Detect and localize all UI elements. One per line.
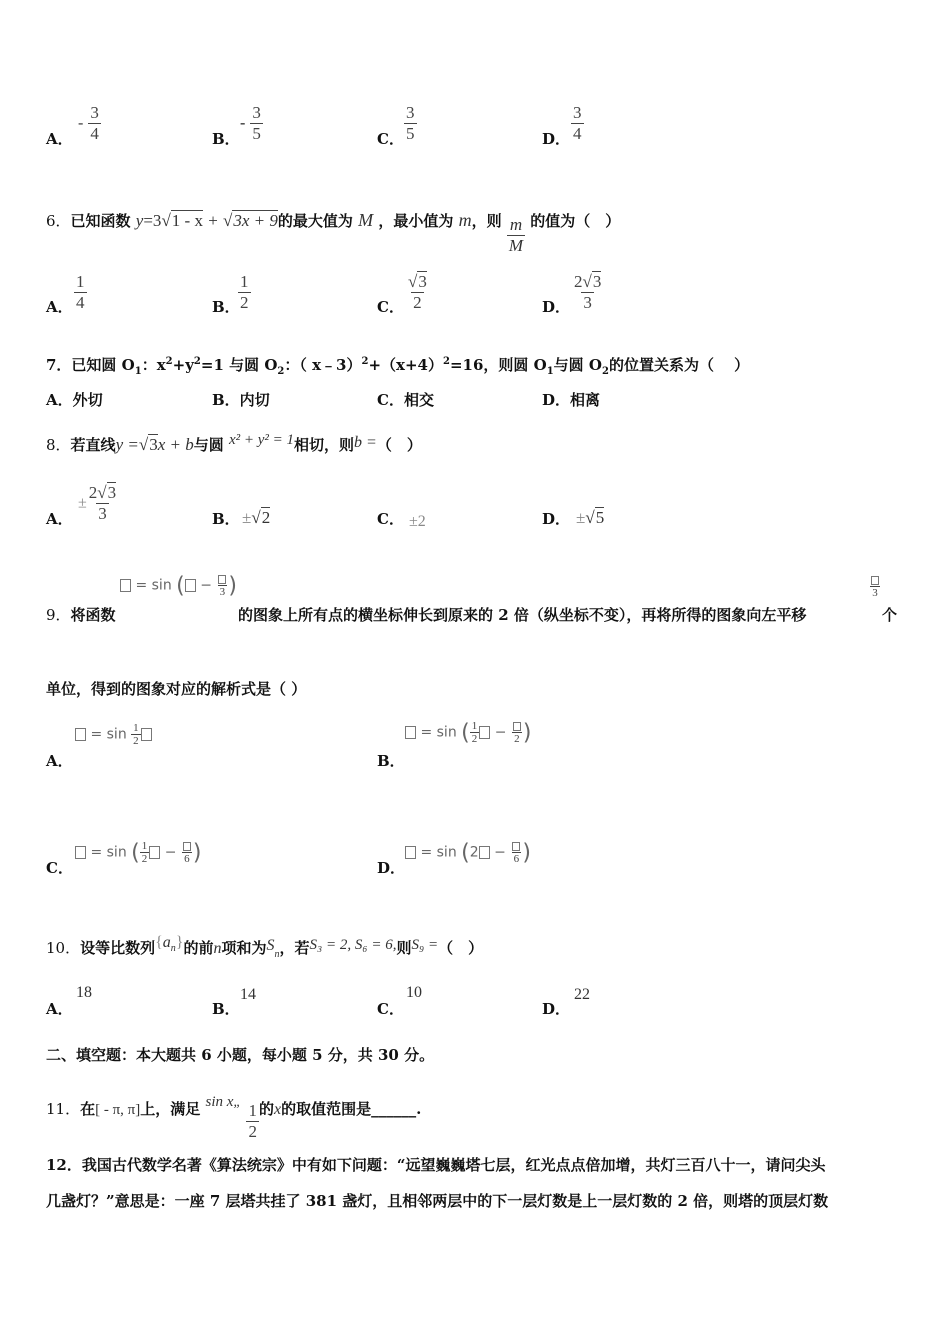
q9-option-d-label: D．	[377, 859, 406, 877]
q5-option-a-label: A．	[46, 130, 73, 148]
q11-x: x	[273, 1101, 282, 1118]
question-7-stem	[46, 354, 749, 377]
q11-half-n: 1	[248, 1101, 257, 1120]
q7-sup-c: 2	[361, 356, 369, 367]
question-12-line-1: 12．我国古代数学名著《算法统宗》中有如下问题：“远望巍巍塔七层，红光点点倍加增，共灯三百八十一，请问尖头	[46, 1156, 826, 1174]
q6-d-rad: 3	[592, 272, 602, 291]
q5-option-c-value	[404, 103, 417, 144]
q6-text-4: ，则	[471, 212, 502, 230]
q8-line-a: y =	[115, 435, 139, 454]
q9-b-den: 2	[514, 733, 520, 745]
q9-func-sin: = sin	[135, 577, 172, 594]
q5-option-b-value	[240, 103, 263, 144]
q7-t-f: +（x+4）	[368, 356, 443, 374]
q11-sinx: sin x	[205, 1094, 234, 1110]
q9-b-sin: = sin	[420, 724, 457, 741]
q9-c-minus: −	[164, 844, 177, 861]
q9-c-den: 6	[184, 853, 190, 865]
q6-c-rad: 3	[418, 272, 427, 291]
q6-rad2: 3x + 9	[233, 211, 278, 230]
q6-option-c-value: $\frac{√3}{2}$	[408, 272, 427, 312]
q9-a-half-d: 2	[133, 735, 139, 747]
q6-text-2: 的最大值为	[277, 212, 353, 230]
q6-M: M	[358, 210, 374, 230]
q10-seq: a	[162, 934, 171, 951]
q6-y: y	[135, 211, 144, 230]
question-9-stem	[46, 604, 116, 625]
placeholder-glyph-icon	[149, 846, 160, 859]
q8-b-rad: 2	[261, 508, 271, 527]
q6-text-5: 的值为（ ）	[530, 212, 621, 230]
placeholder-glyph-icon	[479, 726, 490, 739]
q8-option-d-value: ±√5	[576, 508, 605, 527]
q6-d-coef: 2	[574, 272, 583, 291]
q9-a-half-n: 1	[133, 722, 139, 734]
q6-b-den: 2	[240, 293, 249, 312]
q10-text-2: 的前	[183, 939, 214, 957]
q9-stem-line-2: 单位，得到的图象对应的解析式是（ ）	[46, 680, 307, 698]
placeholder-glyph-icon	[405, 846, 416, 859]
q8-a-den: 3	[98, 504, 107, 523]
q7-t-a: 7．已知圆 O	[46, 356, 135, 374]
placeholder-glyph-icon	[512, 842, 520, 851]
q10-option-d-value: 22	[574, 986, 590, 1003]
q9-option-b-value: = sin ( $\frac{1}{2}$ − 2 )	[405, 720, 531, 746]
q5-d-den: 4	[573, 124, 582, 143]
q8-option-a-label: A．	[46, 510, 73, 528]
section-2-heading: 二、填空题：本大题共 6 小题，每小题 5 分，共 30 分。	[46, 1046, 435, 1064]
placeholder-glyph-icon	[120, 579, 131, 592]
q5-a-num: 3	[90, 103, 99, 122]
q6-option-b-value	[238, 272, 251, 313]
q5-a-den: 4	[90, 124, 99, 143]
q6-number: 6．	[46, 212, 71, 230]
q9-option-b-label: B．	[377, 752, 405, 770]
q9-c-sin: = sin	[90, 844, 127, 861]
q9-stem-tail: 个	[882, 606, 898, 624]
q8-text-3: 相切，则	[294, 436, 355, 454]
q11-interval: [ - π, π]	[95, 1102, 141, 1118]
q7-option-d: D．相离	[542, 391, 601, 409]
q9-d-two: 2	[469, 844, 479, 861]
q5-b-den: 5	[252, 124, 261, 143]
placeholder-glyph-icon	[479, 846, 490, 859]
q8-option-b-label: B．	[212, 510, 240, 528]
q9-text-1: 将函数	[70, 606, 116, 624]
q8-option-d-label: D．	[542, 510, 571, 528]
q11-text-1: 在	[80, 1100, 96, 1118]
q8-b-eq: b =	[354, 434, 377, 451]
q8-a-pm: ±	[78, 494, 87, 512]
q7-t-c: +y	[172, 356, 194, 374]
q6-text-3: ，最小值为	[378, 212, 454, 230]
q10-text-3: 项和为	[221, 939, 267, 957]
q10-seq-sub: n	[170, 943, 176, 955]
q5-c-den: 5	[406, 124, 415, 143]
q6-option-a-label: A．	[46, 298, 73, 316]
q7-option-b: B．内切	[212, 391, 270, 409]
q9-number: 9．	[46, 606, 71, 624]
q9-shift-fraction	[869, 574, 881, 599]
q6-plus: +	[208, 211, 218, 230]
q7-t-d: =1 与圆 O	[200, 356, 278, 374]
q5-option-d-label: D．	[542, 130, 571, 148]
q8-circle: x² + y² = 1	[228, 432, 295, 448]
q10-S: S	[266, 937, 275, 954]
question-8-stem: 8．若直线y =√3x + b与圆 x² + y² = 1相切，则b =（ ）	[46, 432, 422, 454]
q6-a-num: 1	[76, 272, 85, 291]
q9-option-d-value: = sin (2 − 6 )	[405, 840, 531, 866]
q10-option-a-label: A．	[46, 1000, 73, 1018]
q7-option-c: C．相交	[377, 391, 434, 409]
q5-b-minus: -	[240, 114, 246, 132]
q7-t-b: ：x	[141, 356, 166, 374]
q11-text-3: 的	[258, 1100, 274, 1118]
q9-option-a-label: A．	[46, 752, 73, 770]
q8-option-b-value: ±√2	[242, 508, 271, 527]
q7-t-e: ：（ x﹣3）	[284, 356, 362, 374]
q5-option-d-value	[571, 103, 584, 144]
q6-ratio-den: M	[508, 236, 524, 255]
q6-rad1: 1 - x	[171, 211, 203, 230]
q9-d-sin: = sin	[420, 844, 457, 861]
q7-sup-d: 2	[443, 356, 450, 367]
q11-text-4: 的取值范围是______.	[281, 1100, 422, 1118]
q9-a-sin: = sin	[90, 726, 127, 743]
q9-func-den: 3	[219, 586, 226, 598]
placeholder-glyph-icon	[183, 842, 191, 851]
q8-a-rad: 3	[107, 483, 117, 502]
q8-number: 8．	[46, 436, 71, 454]
q10-text-6: （ ）	[438, 939, 484, 957]
q6-m: m	[458, 210, 472, 230]
q8-a-coef: 2	[88, 483, 98, 502]
q9-b-half-n: 1	[471, 720, 478, 732]
q7-t-g: =16，则圆 O	[449, 356, 547, 374]
q9-d-den: 6	[513, 853, 520, 865]
placeholder-glyph-icon	[218, 575, 226, 584]
q6-b-num: 1	[240, 272, 249, 291]
q10-S9: S₉ =	[411, 937, 439, 953]
q10-option-b-value: 14	[240, 986, 256, 1003]
q8-text-2: 与圆	[193, 436, 224, 454]
q9-d-minus: −	[494, 844, 506, 861]
q6-option-b-label: B．	[212, 298, 240, 316]
q10-S-sub: n	[274, 949, 280, 960]
q6-ratio-num: m	[509, 215, 523, 234]
q9-stem-continued: 的图象上所有点的横坐标伸长到原来的 2 倍（纵坐标不变），再将所得的图象向左平移	[238, 606, 807, 624]
question-10-stem: 10．设等比数列$\{a_n\}$的前n项和为$S_n$，若S₃ = 2, S₆ = 6,则S₉ =（ ）	[46, 934, 484, 960]
q11-half-d: 2	[248, 1122, 257, 1141]
q11-le: „	[233, 1095, 242, 1110]
q6-option-c-label: C．	[377, 298, 404, 316]
q10-number: 10．	[46, 939, 81, 957]
q9-b-half-d: 2	[471, 733, 478, 745]
q9-func-minus: −	[200, 577, 212, 594]
q6-c-den: 2	[413, 293, 422, 312]
q10-text-1: 设等比数列	[80, 939, 156, 957]
q8-option-c-label: C．	[377, 510, 404, 528]
question-11-stem	[46, 1094, 421, 1142]
q9-function-formula: = sin ( − 3 )	[120, 573, 237, 599]
q11-text-2: 上，满足	[140, 1100, 201, 1118]
q8-text-4: （ ）	[376, 436, 422, 454]
q9-shift-den: 3	[872, 587, 878, 599]
q5-d-num: 3	[573, 103, 582, 122]
placeholder-glyph-icon	[141, 728, 152, 741]
q8-b-pm: ±	[242, 508, 252, 527]
q5-b-num: 3	[252, 103, 261, 122]
q5-a-minus: -	[78, 114, 84, 132]
placeholder-glyph-icon	[513, 722, 521, 731]
q8-d-pm: ±	[576, 508, 586, 527]
q6-a-den: 4	[76, 293, 85, 312]
q8-text-1: 若直线	[70, 436, 116, 454]
q10-option-a-value: 18	[76, 984, 92, 1001]
q6-eq3: =3	[143, 211, 162, 230]
q5-c-num: 3	[406, 103, 415, 122]
q7-sub-2: 2	[277, 366, 285, 377]
q10-option-c-value: 10	[406, 984, 422, 1001]
q9-option-c-value: = sin ( $\frac{1}{2}$ − 6 )	[75, 840, 201, 866]
q6-option-d-label: D．	[542, 298, 571, 316]
q7-sub-4: 2	[601, 366, 609, 377]
q7-sub-1: 1	[134, 366, 142, 377]
q6-d-den: 3	[583, 293, 592, 312]
q7-sup-b: 2	[193, 356, 201, 367]
q10-text-4: ，若	[279, 939, 310, 957]
placeholder-glyph-icon	[75, 728, 86, 741]
q7-t-i: 的位置关系为（ ）	[608, 356, 750, 374]
q6-option-a-value	[74, 272, 87, 313]
q11-number: 11．	[46, 1100, 81, 1118]
q7-sub-3: 1	[546, 366, 554, 377]
q7-sup-a: 2	[165, 356, 173, 367]
q9-b-minus: −	[494, 724, 507, 741]
q6-option-d-value: $\frac{2√3}{3}$	[574, 272, 602, 312]
q10-text-5: 则	[396, 939, 412, 957]
question-12-line-2: 几盏灯？”意思是：一座 7 层塔共挂了 381 盏灯，且相邻两层中的下一层灯数是上一层灯数的 2 倍，则塔的顶层灯数	[46, 1192, 829, 1210]
q10-option-c-label: C．	[377, 1000, 404, 1018]
q7-t-h: 与圆 O	[553, 356, 602, 374]
q8-line-b: x + b	[157, 435, 194, 454]
q10-cond: S₃ = 2, S₆ = 6,	[309, 937, 397, 953]
q9-c-half-d: 2	[141, 853, 148, 865]
q9-option-a-value	[75, 722, 152, 747]
q5-option-b-label: B．	[212, 130, 240, 148]
q9-c-half-n: 1	[141, 840, 148, 852]
q10-n: n	[213, 940, 222, 957]
q8-line-rad: 3	[149, 435, 158, 454]
placeholder-glyph-icon	[405, 726, 416, 739]
placeholder-glyph-icon	[871, 576, 879, 585]
question-6-stem: 6．已知函数 y=3√1 - x + √3x + 9的最大值为 M ，最小值为 m，则 $\frac{m}{M}$ 的值为（ ）	[46, 210, 621, 255]
q5-option-c-label: C．	[377, 130, 404, 148]
q10-option-d-label: D．	[542, 1000, 571, 1018]
q8-option-c-value: ±2	[409, 513, 426, 530]
placeholder-glyph-icon	[185, 579, 196, 592]
placeholder-glyph-icon	[75, 846, 86, 859]
q9-option-c-label: C．	[46, 859, 73, 877]
q8-d-rad: 5	[595, 508, 605, 527]
q10-option-b-label: B．	[212, 1000, 240, 1018]
q6-text-1: 已知函数	[70, 212, 131, 230]
q7-option-a: A．外切	[46, 391, 103, 409]
q5-option-a-value	[78, 103, 101, 144]
q8-option-a-value: ± $\frac{2√3}{3}$	[78, 483, 117, 523]
